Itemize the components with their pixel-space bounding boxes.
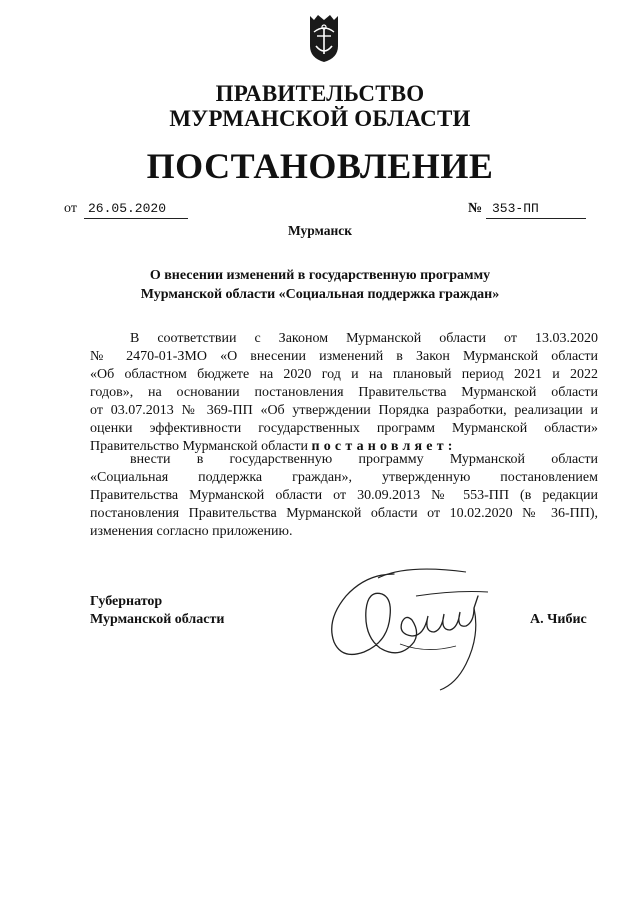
body-line: оценки эффективности государственных программ Мурманской области»: [90, 421, 598, 436]
number-prefix: №: [468, 201, 483, 216]
body-line: от 03.07.2013 № 369-ПП «Об утверждении Порядка разработки, реализации и: [90, 403, 598, 418]
organization-name-line1: ПРАВИТЕЛЬСТВО: [215, 81, 425, 106]
body-paragraph-2: [90, 451, 598, 541]
body-line: № 2470-01-ЗМО «О внесении изменений в Закон Мурманской области: [90, 349, 598, 364]
body-line: постановления Правительства Мурманской области от 10.02.2020 № 36-ПП),: [90, 506, 598, 521]
subject-line2: Мурманской области «Социальная поддержка граждан»: [140, 287, 500, 302]
coat-of-arms-icon: [304, 12, 344, 64]
body-paragraph-1: [90, 330, 598, 456]
city-name: Мурманск: [287, 223, 353, 238]
body-line: годов», на основании постановления Правительства Мурманской области: [90, 385, 598, 400]
body-line: «Социальная поддержка граждан», утвержденную постановлением: [90, 470, 598, 485]
document-date-value: 26.05.2020: [88, 201, 167, 216]
document-number-value: 353-ПП: [492, 201, 539, 216]
decree-keyword: постановляет:: [311, 439, 457, 454]
body-line: «Об областном бюджете на 2020 год и на плановый период 2021 и 2022: [90, 367, 598, 382]
body-line: Правительства Мурманской области от 30.09.2013 № 553-ПП (в редакции: [90, 488, 598, 503]
document-type-title: ПОСТАНОВЛЕНИЕ: [146, 146, 494, 186]
body-line-last: изменения согласно приложению.: [90, 524, 293, 539]
organization-name-line2: МУРМАНСКОЙ ОБЛАСТИ: [169, 106, 471, 131]
body-line: В соответствии с Законом Мурманской области от 13.03.2020: [130, 331, 598, 346]
signatory-title-line1: Губернатор: [90, 594, 163, 609]
document-number: [486, 200, 586, 219]
decree-subject-text: Правительство Мурманской области: [90, 439, 312, 454]
document-date: [84, 200, 188, 219]
subject-line1: О внесении изменений в государственную программу: [149, 268, 491, 283]
signatory-title-line2: Мурманской области: [90, 612, 225, 627]
body-line: внести в государственную программу Мурманской области: [130, 452, 598, 467]
date-prefix: от: [64, 201, 77, 216]
handwritten-signature: [316, 556, 496, 696]
signatory-name: А. Чибис: [530, 612, 587, 627]
